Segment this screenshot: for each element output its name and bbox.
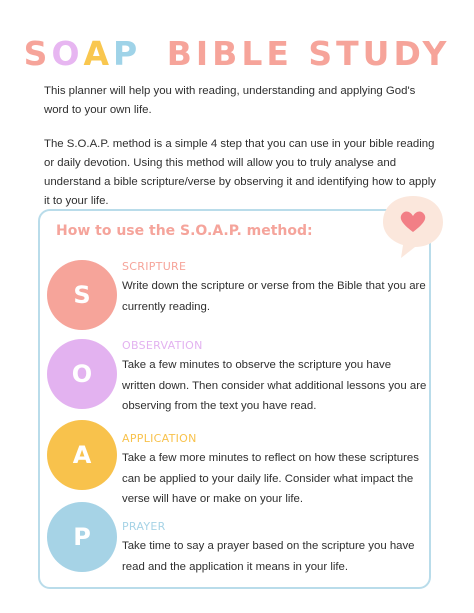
heart-speech-bubble-icon (379, 192, 447, 260)
title-letter-o: O (51, 34, 84, 73)
soap-method-card (38, 209, 431, 589)
step-title: APPLICATION (122, 432, 197, 445)
step-circle-s (47, 260, 117, 330)
step-circle-p (47, 502, 117, 572)
intro-paragraph-2: The S.O.A.P. method is a simple 4 step that you can use in your bible reading or daily devotion. Using this method will allow you to truly analyse and understand a bible scripture/verse by observing it and identifying how to apply it to your life. (44, 138, 436, 207)
step-title: PRAYER (122, 520, 166, 533)
step-circle-o (47, 339, 117, 409)
step-description: Take time to say a prayer based on the scripture you have read and the application it means in your life. (122, 540, 415, 573)
step-circle-a (47, 420, 117, 490)
title-letter-a: A (83, 34, 114, 73)
step-letter: O (71, 360, 93, 388)
step-title: SCRIPTURE (122, 260, 187, 273)
speech-bubble-svg (379, 192, 447, 260)
step-description: Write down the scripture or verse from the Bible that you are currently reading. (122, 280, 426, 313)
card-heading: How to use the S.O.A.P. method: (56, 223, 313, 239)
step-description: Take a few minutes to observe the scripture you have written down. Then consider what additional lessons you are observing from the text you have read. (122, 359, 427, 412)
step-description: Take a few more minutes to reflect on how these scriptures can be applied to your daily life. Consider what impact the verse will have or make on your life. (122, 452, 419, 505)
intro-paragraph-1: This planner will help you with reading, understanding and applying God's word to your own life. (44, 85, 416, 116)
step-letter: S (73, 281, 91, 309)
page-title (0, 34, 474, 73)
title-letter-p: P (113, 34, 142, 73)
title-letter-s: S (23, 34, 52, 73)
step-letter: A (72, 441, 92, 469)
title-rest: BIBLE STUDY (166, 34, 451, 73)
step-letter: P (73, 523, 91, 551)
step-title: OBSERVATION (122, 339, 203, 352)
